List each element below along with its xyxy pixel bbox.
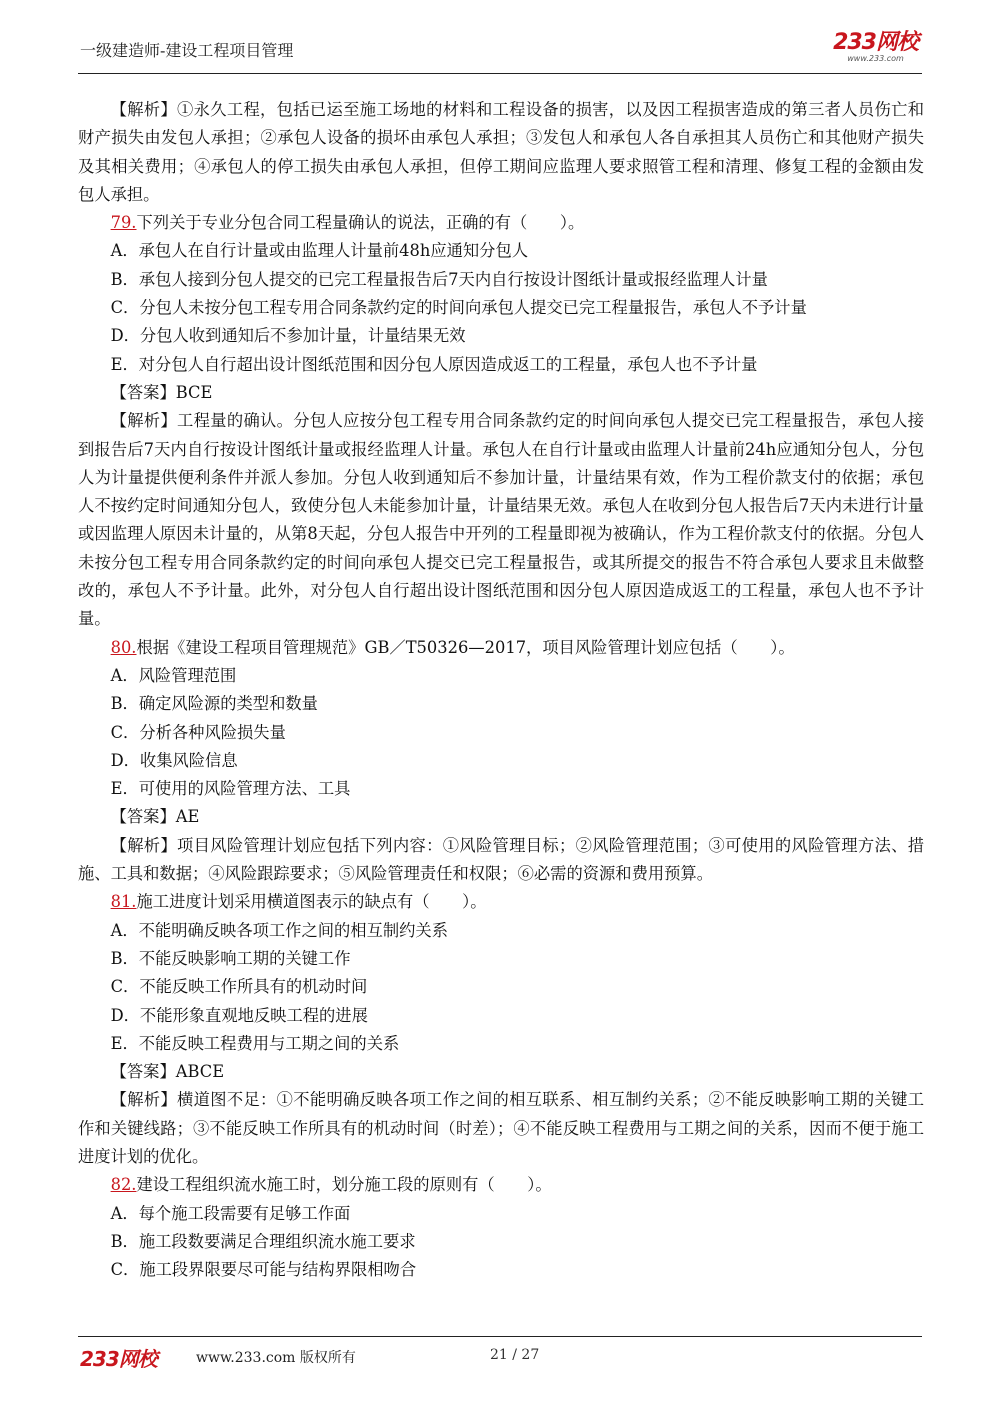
- answer: 【答案】AE: [110, 807, 200, 827]
- question-79: [78, 209, 924, 237]
- question-stem: 施工进度计划采用横道图表示的缺点有（ ）。: [136, 892, 487, 912]
- option: E．可使用的风险管理方法、工具: [110, 779, 351, 799]
- option: B．不能反映影响工期的关键工作: [110, 948, 351, 968]
- question-number[interactable]: 79.: [110, 213, 137, 233]
- option: B．确定风险源的类型和数量: [110, 694, 318, 714]
- question-number[interactable]: 80.: [110, 637, 137, 657]
- option: D．分包人收到通知后不参加计量，计量结果无效: [110, 326, 466, 346]
- question-stem: 根据《建设工程项目管理规范》GB／T50326—2017，项目风险管理计划应包括（ ）。: [136, 637, 795, 657]
- question-80: [78, 634, 924, 662]
- option: A．不能明确反映各项工作之间的相互制约关系: [110, 920, 448, 940]
- analysis: 【解析】工程量的确认。分包人应按分包工程专用合同条款约定的时间向承包人提交已完工程量报告，承包人接到报告后7天内自行按设计图纸计量或报经监理人计量。承包人在自行计量或由监理人计量前24h应通知分包人，分包人为计量提供便利条件并派人参加。分包人收到通知后不参加计量，计量结果有效，作为工程价款支付的依据；承包人不按约定时间通知分包人，致使分包人未能参加计量，计量结果无效。承包人在收到分包人报告后7天内未进行计量或因监理人原因未计量的，从第8天起，分包人报告中开列的工程量即视为被确认，作为工程价款支付的依据。分包人未按分包工程专用合同条款约定的时间向承包人提交已完工程量报告，或其所提交的报告不符合承包人要求且未做整改的，承包人不予计量。此外，对分包人自行超出设计图纸范围和因分包人原因造成返工的工程量，承包人也不予计量。: [78, 411, 924, 629]
- option: B．承包人接到分包人提交的已完工程量报告后7天内自行按设计图纸计量或报经监理人计量: [110, 269, 768, 289]
- analysis: 【解析】项目风险管理计划应包括下列内容：①风险管理目标；②风险管理范围；③可使用的风险管理方法、措施、工具和数据；④风险跟踪要求；⑤风险管理责任和权限；⑥必需的资源和费用预算。: [78, 835, 924, 884]
- option: C．分包人未按分包工程专用合同条款约定的时间向承包人提交已完工程量报告，承包人不予计量: [110, 298, 807, 318]
- answer: 【答案】ABCE: [110, 1062, 225, 1082]
- logo-text: 233网校: [833, 30, 918, 55]
- question-stem: 下列关于专业分包合同工程量确认的说法，正确的有（ ）。: [136, 213, 585, 233]
- option: C．不能反映工作所具有的机动时间: [110, 977, 368, 997]
- document-body: [78, 96, 924, 1284]
- option: B．施工段数要满足合理组织流水施工要求: [110, 1231, 416, 1251]
- page-header: [78, 28, 922, 74]
- brand-logo: [833, 32, 918, 63]
- option: D．不能形象直观地反映工程的进展: [110, 1005, 368, 1025]
- question-number[interactable]: 81.: [110, 892, 137, 912]
- option: D．收集风险信息: [110, 750, 238, 770]
- answer: 【答案】BCE: [110, 382, 213, 402]
- page-number: 21 / 27: [490, 1347, 540, 1363]
- option: C．分析各种风险损失量: [110, 722, 286, 742]
- option: A．每个施工段需要有足够工作面: [110, 1203, 351, 1223]
- question-stem: 建设工程组织流水施工时，划分施工段的原则有（ ）。: [136, 1175, 552, 1195]
- question-number[interactable]: 82.: [110, 1175, 137, 1195]
- option: A．承包人在自行计量或由监理人计量前48h应通知分包人: [110, 241, 529, 261]
- logo-url: www.233.com: [847, 54, 904, 63]
- prev-analysis: 【解析】①永久工程，包括已运至施工场地的材料和工程设备的损害，以及因工程损害造成的第三者人员伤亡和财产损失由发包人承担；②承包人设备的损坏由承包人承担；③发包人和承包人各自承担其人员伤亡和其他财产损失及其相关费用；④承包人的停工损失由承包人承担，但停工期间应监理人要求照管工程和清理、修复工程的金额由发包人承担。: [78, 100, 924, 204]
- option: E．对分包人自行超出设计图纸范围和因分包人原因造成返工的工程量，承包人也不予计量: [110, 354, 758, 374]
- footer-logo: 233网校: [80, 1347, 157, 1371]
- footer-copyright[interactable]: www.233.com 版权所有: [196, 1350, 356, 1366]
- question-81: [78, 888, 924, 916]
- option: C．施工段界限要尽可能与结构界限相吻合: [110, 1260, 417, 1280]
- header-title: 一级建造师-建设工程项目管理: [80, 41, 294, 60]
- option: A．风险管理范围: [110, 665, 237, 685]
- page-footer: [78, 1336, 922, 1369]
- option: E．不能反映工程费用与工期之间的关系: [110, 1033, 400, 1053]
- question-82: [78, 1171, 924, 1199]
- analysis: 【解析】横道图不足：①不能明确反映各项工作之间的相互联系、相互制约关系；②不能反映影响工期的关键工作和关键线路；③不能反映工作所具有的机动时间（时差）；④不能反映工程费用与工期之间的关系，因而不便于施工进度计划的优化。: [78, 1090, 924, 1166]
